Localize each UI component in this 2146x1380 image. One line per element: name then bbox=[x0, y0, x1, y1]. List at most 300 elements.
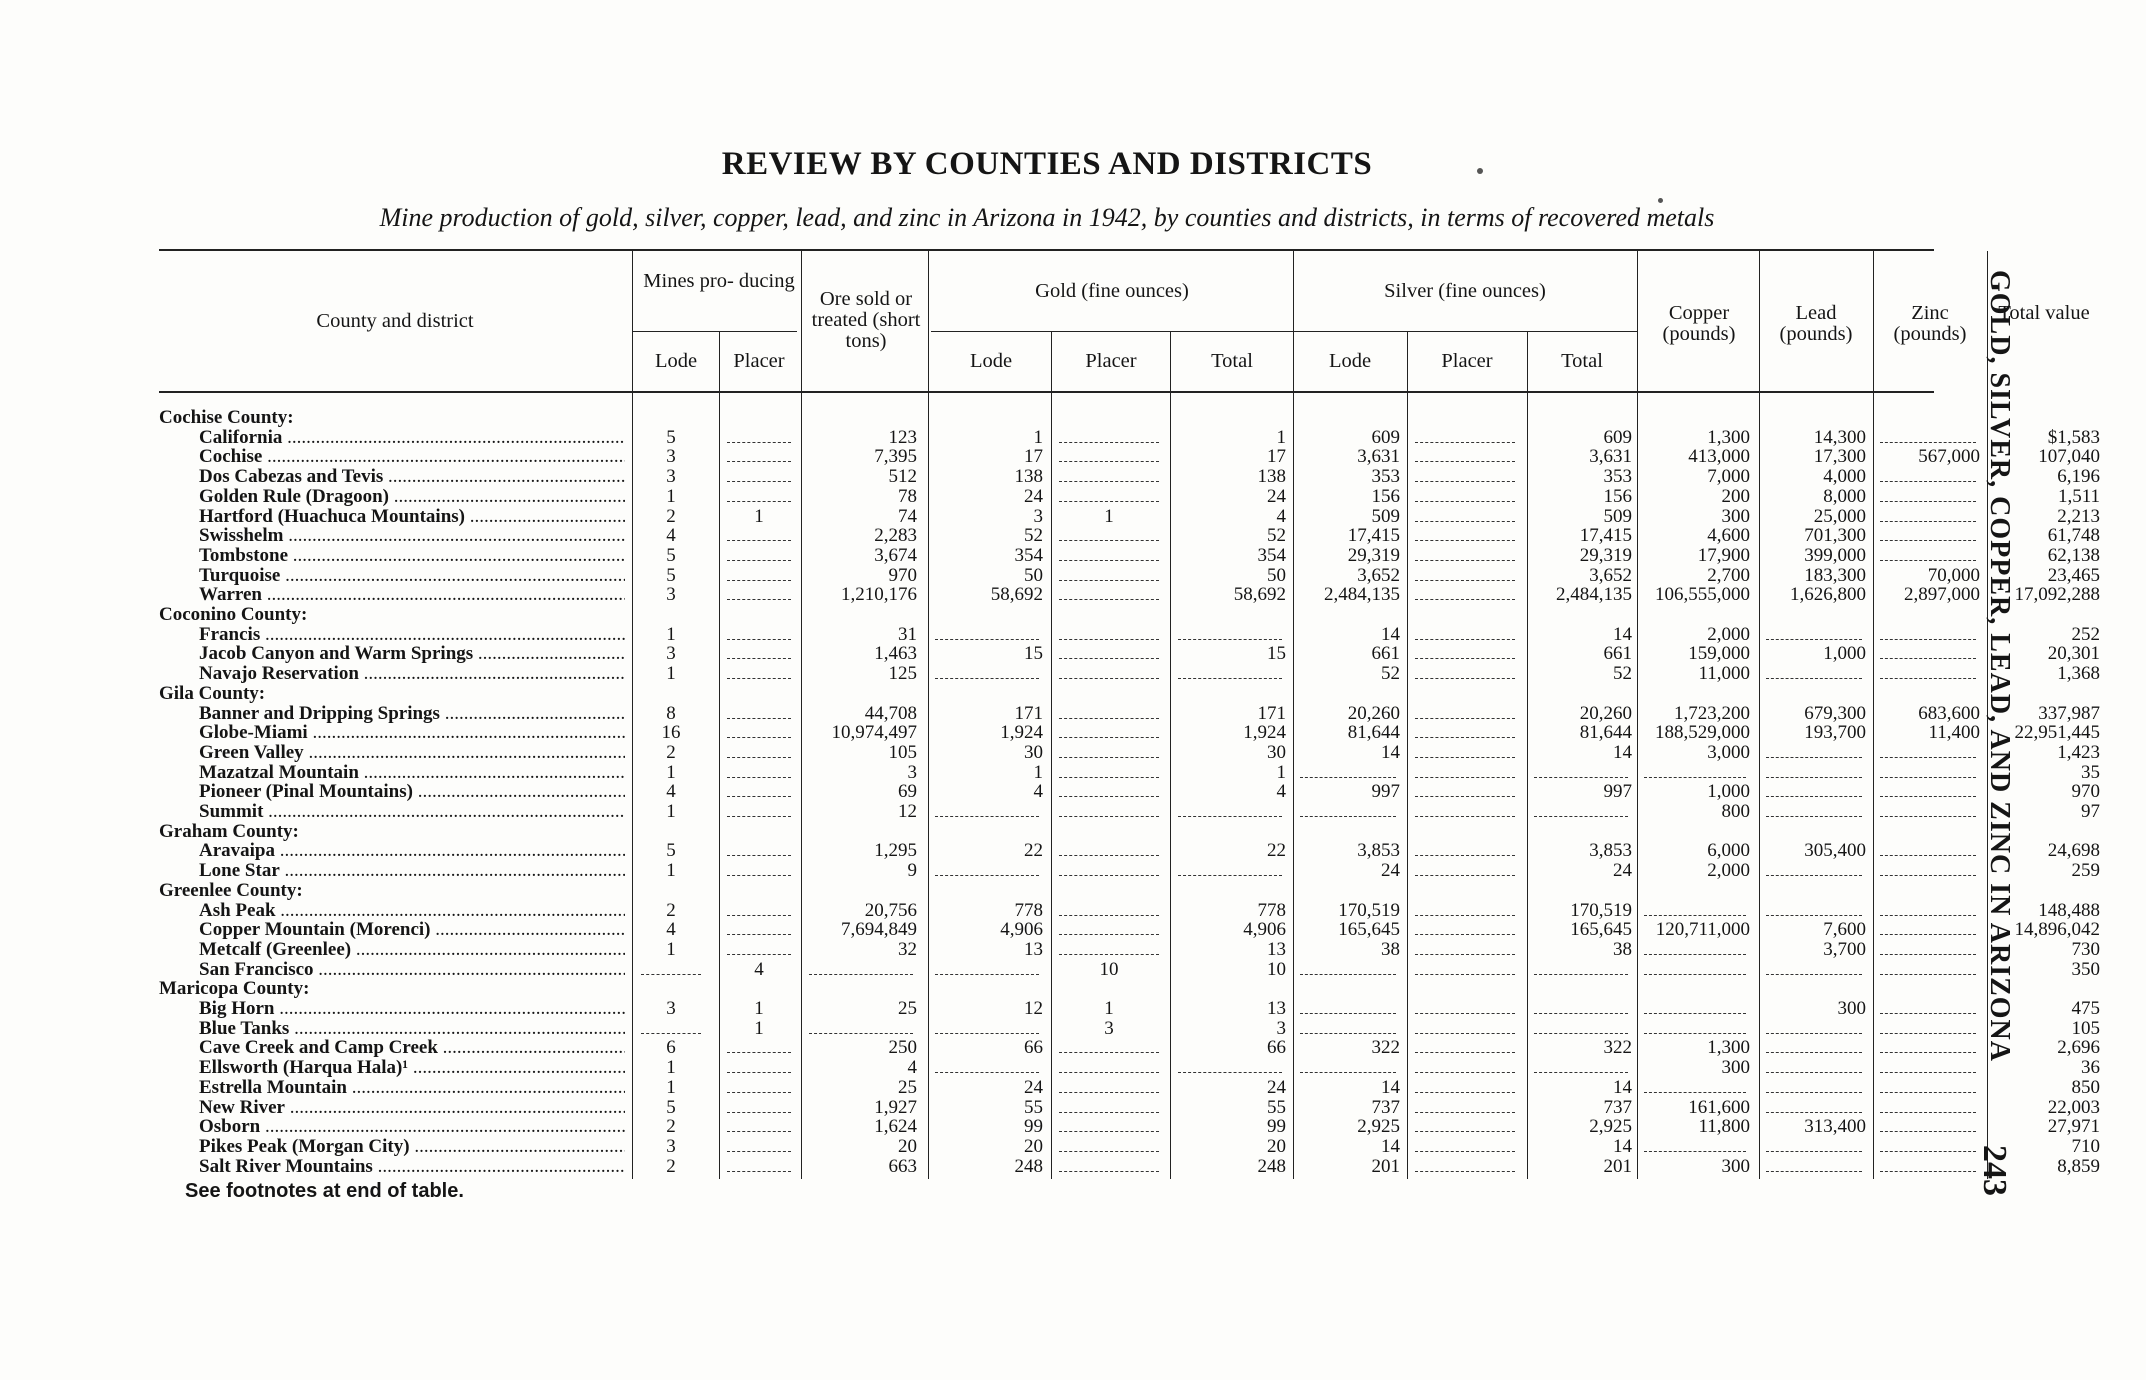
mines-lode-cell: 3 bbox=[666, 643, 676, 665]
running-head bbox=[1985, 270, 2015, 1270]
running-head-text: GOLD, SILVER, COPPER, LEAD, AND ZINC IN ARIZONA bbox=[1984, 270, 2015, 1062]
district-name: Globe-Miami ..... bbox=[199, 723, 625, 742]
mines-lode-cell: 1 bbox=[666, 663, 676, 685]
gold-total-empty bbox=[1178, 875, 1282, 876]
gold-lode-empty bbox=[935, 678, 1039, 679]
lead-empty bbox=[1766, 639, 1862, 640]
silver-placer-empty bbox=[1415, 658, 1515, 659]
district-name: Summit ..... bbox=[199, 802, 625, 821]
zinc-cell: 683,600 bbox=[1918, 702, 1980, 724]
footnote-note: See footnotes at end of table. bbox=[185, 1180, 464, 1202]
silver-lode-cell: 14 bbox=[1381, 623, 1400, 645]
district-name: Turquoise ..... bbox=[199, 566, 625, 585]
gold-total-cell: 30 bbox=[1267, 741, 1286, 763]
table-row bbox=[159, 860, 2100, 882]
table-row bbox=[159, 761, 2100, 783]
gold-total-cell: 4,906 bbox=[1243, 919, 1286, 941]
gold-rule bbox=[931, 331, 1293, 332]
copper-empty bbox=[1644, 777, 1746, 778]
silver-placer-empty bbox=[1415, 1092, 1515, 1093]
gold-placer-empty bbox=[1059, 875, 1159, 876]
table-row bbox=[159, 485, 2100, 507]
copper-cell: 2,000 bbox=[1707, 860, 1750, 882]
table-row bbox=[159, 446, 2100, 468]
total-value-cell: 730 bbox=[2071, 938, 2100, 960]
district-name: Navajo Reservation ..... bbox=[199, 664, 625, 683]
copper-cell: 800 bbox=[1721, 801, 1750, 822]
gold-lode-cell: 4,906 bbox=[1000, 919, 1043, 941]
gold-total-cell: 138 bbox=[1257, 466, 1286, 488]
zinc-empty bbox=[1880, 678, 1976, 679]
gold-total-cell: 13 bbox=[1267, 938, 1286, 960]
silver-total-empty bbox=[1534, 1033, 1628, 1034]
district-name: Jacob Canyon and Warm Springs ..... bbox=[199, 644, 625, 663]
mines-lode-cell: 5 bbox=[666, 840, 676, 862]
mines-lode-cell: 3 bbox=[666, 998, 676, 1019]
copper-cell: 6,000 bbox=[1707, 840, 1750, 862]
silver-placer-empty bbox=[1415, 678, 1515, 679]
mines-lode-cell: 4 bbox=[666, 919, 676, 941]
silver-lode-cell: 38 bbox=[1381, 938, 1400, 960]
silver-total-cell: 17,415 bbox=[1579, 525, 1632, 547]
table-row bbox=[159, 1135, 2100, 1157]
ore-tons-cell: 78 bbox=[898, 485, 917, 507]
silver-placer-empty bbox=[1415, 461, 1515, 462]
district-name: Osborn ..... bbox=[199, 1117, 625, 1136]
district-name: Tombstone ..... bbox=[199, 546, 625, 565]
silver-placer-empty bbox=[1415, 777, 1515, 778]
lead-empty bbox=[1766, 1033, 1862, 1034]
district-name: Pioneer (Pinal Mountains) ..... bbox=[199, 782, 625, 801]
header-lead: Lead (pounds) bbox=[1779, 302, 1853, 345]
total-value-cell: 22,003 bbox=[2047, 1096, 2100, 1118]
gold-total-cell: 1 bbox=[1276, 426, 1286, 448]
table-row bbox=[159, 702, 2100, 724]
silver-placer-empty bbox=[1415, 737, 1515, 738]
lead-empty bbox=[1766, 1112, 1862, 1113]
ore-tons-cell: 10,974,497 bbox=[831, 722, 917, 744]
gold-lode-cell: 30 bbox=[1024, 741, 1043, 763]
silver-total-empty bbox=[1534, 777, 1628, 778]
gold-placer-empty bbox=[1059, 777, 1159, 778]
mines-placer-empty bbox=[727, 1092, 791, 1093]
table-row bbox=[159, 1076, 2100, 1098]
copper-cell: 1,723,200 bbox=[1674, 702, 1750, 724]
mines-lode-cell: 5 bbox=[666, 426, 676, 448]
total-value-cell: 970 bbox=[2071, 781, 2100, 803]
table-row bbox=[159, 1116, 2100, 1138]
mines-placer-cell: 1 bbox=[754, 998, 764, 1019]
table-row bbox=[159, 741, 2100, 763]
mines-lode-cell: 5 bbox=[666, 564, 676, 586]
silver-lode-cell: 322 bbox=[1371, 1037, 1400, 1059]
total-value-cell: 2,213 bbox=[2057, 505, 2100, 527]
table-row bbox=[159, 781, 2100, 803]
gold-placer-empty bbox=[1059, 639, 1159, 640]
header-ore: Ore sold or treated (short tons) bbox=[811, 288, 921, 352]
total-value-cell: 62,138 bbox=[2047, 544, 2100, 566]
ore-tons-cell: 663 bbox=[888, 1155, 917, 1177]
silver-lode-cell: 509 bbox=[1371, 505, 1400, 527]
mines-placer-empty bbox=[727, 678, 791, 679]
lead-empty bbox=[1766, 1052, 1862, 1053]
gold-placer-empty bbox=[1059, 560, 1159, 561]
district-name: California ..... bbox=[199, 428, 625, 447]
zinc-empty bbox=[1880, 560, 1976, 561]
gold-total-empty bbox=[1178, 1072, 1282, 1073]
gold-lode-cell: 354 bbox=[1014, 544, 1043, 566]
lead-cell: 25,000 bbox=[1813, 505, 1866, 527]
gold-placer-empty bbox=[1059, 580, 1159, 581]
ore-tons-cell: 20 bbox=[898, 1135, 917, 1157]
mines-lode-cell: 1 bbox=[666, 623, 676, 645]
mines-placer-empty bbox=[727, 796, 791, 797]
silver-lode-cell: 201 bbox=[1371, 1155, 1400, 1177]
district-name: Swisshelm ..... bbox=[199, 526, 625, 545]
zinc-cell: 567,000 bbox=[1918, 446, 1980, 468]
gold-placer-empty bbox=[1059, 658, 1159, 659]
table-header bbox=[159, 251, 2090, 393]
ore-tons-cell: 69 bbox=[898, 781, 917, 803]
gold-total-cell: 20 bbox=[1267, 1135, 1286, 1157]
district-name: Lone Star ..... bbox=[199, 861, 625, 880]
mines-lode-cell: 8 bbox=[666, 702, 676, 724]
county-row bbox=[159, 979, 1934, 999]
district-name: Salt River Mountains ..... bbox=[199, 1157, 625, 1176]
gold-total-cell: 52 bbox=[1267, 525, 1286, 547]
total-value-cell: 14,896,042 bbox=[2014, 919, 2100, 941]
ore-tons-cell: 1,624 bbox=[874, 1116, 917, 1138]
silver-placer-empty bbox=[1415, 934, 1515, 935]
gold-placer-empty bbox=[1059, 1131, 1159, 1132]
lead-cell: 8,000 bbox=[1823, 485, 1866, 507]
zinc-empty bbox=[1880, 816, 1976, 817]
ore-tons-cell: 12 bbox=[898, 801, 917, 822]
zinc-empty bbox=[1880, 915, 1976, 916]
district-name: Dos Cabezas and Tevis ..... bbox=[199, 467, 625, 486]
table-row bbox=[159, 801, 2100, 822]
mines-lode-cell: 5 bbox=[666, 544, 676, 566]
district-name: Estrella Mountain ..... bbox=[199, 1078, 625, 1097]
zinc-empty bbox=[1880, 442, 1976, 443]
mines-placer-empty bbox=[727, 934, 791, 935]
copper-cell: 11,800 bbox=[1698, 1116, 1750, 1138]
district-name: Blue Tanks ..... bbox=[199, 1019, 625, 1038]
copper-cell: 2,700 bbox=[1707, 564, 1750, 586]
silver-total-cell: 14 bbox=[1613, 1135, 1632, 1157]
silver-total-cell: 509 bbox=[1603, 505, 1632, 527]
mines-lode-cell: 5 bbox=[666, 1096, 676, 1118]
mines-lode-cell: 1 bbox=[666, 801, 676, 822]
mines-lode-cell: 3 bbox=[666, 584, 676, 606]
gold-placer-cell: 10 bbox=[1099, 958, 1119, 980]
district-name: Golden Rule (Dragoon) ..... bbox=[199, 487, 625, 506]
gold-placer-empty bbox=[1059, 855, 1159, 856]
lead-cell: 14,300 bbox=[1813, 426, 1866, 448]
ore-tons-cell: 512 bbox=[888, 466, 917, 488]
mines-lode-cell: 1 bbox=[666, 1057, 676, 1079]
gold-total-cell: 24 bbox=[1267, 1076, 1286, 1098]
ore-tons-cell: 44,708 bbox=[864, 702, 917, 724]
mines-lode-cell: 2 bbox=[666, 899, 676, 921]
zinc-empty bbox=[1880, 1072, 1976, 1073]
total-value-cell: 710 bbox=[2071, 1135, 2100, 1157]
copper-cell: 1,000 bbox=[1707, 781, 1750, 803]
gold-lode-cell: 248 bbox=[1014, 1155, 1043, 1177]
lead-cell: 399,000 bbox=[1804, 544, 1866, 566]
county-name: Cochise County: bbox=[159, 408, 294, 427]
total-value-cell: 148,488 bbox=[2038, 899, 2100, 921]
silver-placer-empty bbox=[1415, 1072, 1515, 1073]
silver-lode-cell: 2,484,135 bbox=[1324, 584, 1400, 606]
silver-lode-cell: 997 bbox=[1371, 781, 1400, 803]
silver-placer-empty bbox=[1415, 442, 1515, 443]
copper-empty bbox=[1644, 1013, 1746, 1014]
zinc-empty bbox=[1880, 501, 1976, 502]
gold-placer-empty bbox=[1059, 678, 1159, 679]
mines-lode-empty bbox=[641, 974, 701, 975]
silver-placer-empty bbox=[1415, 1052, 1515, 1053]
silver-total-cell: 170,519 bbox=[1570, 899, 1632, 921]
lead-cell: 300 bbox=[1837, 998, 1866, 1019]
mines-lode-cell: 2 bbox=[666, 1116, 676, 1138]
lead-empty bbox=[1766, 777, 1862, 778]
gold-total-cell: 171 bbox=[1257, 702, 1286, 724]
copper-cell: 11,000 bbox=[1698, 663, 1750, 685]
copper-cell: 4,600 bbox=[1707, 525, 1750, 547]
gold-lode-empty bbox=[935, 639, 1039, 640]
gold-lode-cell: 12 bbox=[1024, 998, 1043, 1019]
lead-cell: 701,300 bbox=[1804, 525, 1866, 547]
table-caption: Mine production of gold, silver, copper, lead, and zinc in Arizona in 1942, by counties and districts, in terms of recovered metals bbox=[379, 203, 1715, 232]
silver-lode-cell: 609 bbox=[1371, 426, 1400, 448]
header-lode-mines: Lode bbox=[654, 350, 698, 372]
lead-cell: 183,300 bbox=[1804, 564, 1866, 586]
total-value-cell: 105 bbox=[2071, 1017, 2100, 1039]
silver-placer-empty bbox=[1415, 915, 1515, 916]
copper-cell: 300 bbox=[1721, 1057, 1750, 1079]
county-row bbox=[159, 684, 1934, 704]
silver-total-empty bbox=[1534, 816, 1628, 817]
gold-total-cell: 4 bbox=[1276, 505, 1286, 527]
ore-tons-cell: 2,283 bbox=[874, 525, 917, 547]
header-mines: Mines pro- ducing bbox=[643, 270, 795, 292]
mines-lode-cell: 2 bbox=[666, 741, 676, 763]
table-row bbox=[159, 564, 2100, 586]
zinc-empty bbox=[1880, 757, 1976, 758]
district-name: Cochise ..... bbox=[199, 447, 625, 466]
mines-placer-empty bbox=[727, 442, 791, 443]
lead-cell: 193,700 bbox=[1804, 722, 1866, 744]
table-row bbox=[159, 1037, 2100, 1059]
gold-placer-empty bbox=[1059, 737, 1159, 738]
silver-placer-empty bbox=[1415, 1171, 1515, 1172]
ore-tons-cell: 25 bbox=[898, 998, 917, 1019]
ore-tons-cell: 31 bbox=[898, 623, 917, 645]
silver-lode-cell: 20,260 bbox=[1347, 702, 1400, 724]
ore-tons-cell: 20,756 bbox=[864, 899, 917, 921]
copper-cell: 106,555,000 bbox=[1655, 584, 1750, 606]
silver-lode-empty bbox=[1300, 777, 1396, 778]
copper-cell: 1,300 bbox=[1707, 1037, 1750, 1059]
mines-placer-empty bbox=[727, 1171, 791, 1172]
lead-cell: 17,300 bbox=[1813, 446, 1866, 468]
silver-total-cell: 3,853 bbox=[1589, 840, 1632, 862]
mines-placer-empty bbox=[727, 658, 791, 659]
district-name: Aravaipa ..... bbox=[199, 841, 625, 860]
total-value-cell: 23,465 bbox=[2047, 564, 2100, 586]
gold-lode-cell: 778 bbox=[1014, 899, 1043, 921]
lead-cell: 4,000 bbox=[1823, 466, 1866, 488]
gold-placer-cell: 1 bbox=[1104, 998, 1114, 1019]
silver-lode-cell: 29,319 bbox=[1347, 544, 1400, 566]
zinc-empty bbox=[1880, 639, 1976, 640]
silver-total-cell: 14 bbox=[1613, 1076, 1632, 1098]
gold-lode-cell: 1 bbox=[1033, 761, 1043, 783]
lead-empty bbox=[1766, 796, 1862, 797]
ore-tons-cell: 32 bbox=[898, 938, 917, 960]
total-value-cell: 350 bbox=[2071, 958, 2100, 980]
zinc-empty bbox=[1880, 1033, 1976, 1034]
ore-tons-cell: 250 bbox=[888, 1037, 917, 1059]
copper-cell: 161,600 bbox=[1688, 1096, 1750, 1118]
mines-placer-empty bbox=[727, 954, 791, 955]
county-row bbox=[159, 605, 1934, 625]
copper-cell: 120,711,000 bbox=[1655, 919, 1750, 941]
silver-lode-cell: 165,645 bbox=[1338, 919, 1400, 941]
lead-cell: 1,000 bbox=[1823, 643, 1866, 665]
silver-placer-empty bbox=[1415, 639, 1515, 640]
zinc-empty bbox=[1880, 855, 1976, 856]
table-row bbox=[159, 623, 2100, 645]
gold-placer-empty bbox=[1059, 540, 1159, 541]
gold-total-cell: 248 bbox=[1257, 1155, 1286, 1177]
silver-total-cell: 2,484,135 bbox=[1556, 584, 1632, 606]
total-value-cell: 35 bbox=[2081, 761, 2100, 783]
copper-empty bbox=[1644, 1092, 1746, 1093]
mines-lode-cell: 2 bbox=[666, 505, 676, 527]
header-county: County and district bbox=[316, 310, 474, 332]
gold-lode-cell: 58,692 bbox=[990, 584, 1043, 606]
header-silver-lode: Lode bbox=[1328, 350, 1372, 372]
total-value-cell: 107,040 bbox=[2038, 446, 2100, 468]
copper-cell: 3,000 bbox=[1707, 741, 1750, 763]
copper-cell: 17,900 bbox=[1697, 544, 1750, 566]
district-name: Copper Mountain (Morenci) ..... bbox=[199, 920, 625, 939]
mines-placer-empty bbox=[727, 560, 791, 561]
zinc-cell: 70,000 bbox=[1927, 564, 1980, 586]
mines-placer-empty bbox=[727, 1131, 791, 1132]
zinc-cell: 2,897,000 bbox=[1904, 584, 1980, 606]
silver-placer-empty bbox=[1415, 757, 1515, 758]
silver-total-cell: 737 bbox=[1603, 1096, 1632, 1118]
table-row bbox=[159, 426, 2100, 448]
zinc-empty bbox=[1880, 1112, 1976, 1113]
total-value-cell: 259 bbox=[2071, 860, 2100, 882]
zinc-empty bbox=[1880, 875, 1976, 876]
mines-placer-empty bbox=[727, 1052, 791, 1053]
mines-placer-cell: 1 bbox=[754, 1017, 764, 1039]
lead-empty bbox=[1766, 915, 1862, 916]
lead-empty bbox=[1766, 816, 1862, 817]
mines-lode-cell: 3 bbox=[666, 466, 676, 488]
gold-total-empty bbox=[1178, 816, 1282, 817]
table-row bbox=[159, 663, 2100, 685]
ore-tons-cell: 1,295 bbox=[874, 840, 917, 862]
mines-placer-empty bbox=[727, 1112, 791, 1113]
gold-lode-cell: 138 bbox=[1014, 466, 1043, 488]
ore-tons-cell: 125 bbox=[888, 663, 917, 685]
silver-lode-cell: 170,519 bbox=[1338, 899, 1400, 921]
gold-placer-empty bbox=[1059, 718, 1159, 719]
copper-cell: 300 bbox=[1721, 1155, 1750, 1177]
gold-total-cell: 66 bbox=[1267, 1037, 1286, 1059]
gold-total-cell: 22 bbox=[1267, 840, 1286, 862]
header-gold-placer: Placer bbox=[1085, 350, 1137, 372]
silver-total-cell: 165,645 bbox=[1570, 919, 1632, 941]
gold-placer-cell: 1 bbox=[1104, 505, 1114, 527]
header-total-value: Total value bbox=[1998, 302, 2090, 324]
gold-lode-empty bbox=[935, 816, 1039, 817]
silver-lode-cell: 3,652 bbox=[1357, 564, 1400, 586]
gold-lode-cell: 15 bbox=[1024, 643, 1043, 665]
copper-empty bbox=[1644, 1033, 1746, 1034]
gold-lode-cell: 99 bbox=[1024, 1116, 1043, 1138]
district-name: Mazatzal Mountain ..... bbox=[199, 763, 625, 782]
copper-cell: 159,000 bbox=[1688, 643, 1750, 665]
zinc-empty bbox=[1880, 481, 1976, 482]
silver-placer-empty bbox=[1415, 954, 1515, 955]
district-name: Ellsworth (Harqua Hala)¹ ..... bbox=[199, 1058, 625, 1077]
county-name: Coconino County: bbox=[159, 605, 308, 624]
silver-lode-empty bbox=[1300, 1072, 1396, 1073]
gold-lode-cell: 52 bbox=[1024, 525, 1043, 547]
gold-lode-cell: 50 bbox=[1024, 564, 1043, 586]
silver-placer-empty bbox=[1415, 481, 1515, 482]
mines-lode-cell: 2 bbox=[666, 1155, 676, 1177]
gold-total-cell: 58,692 bbox=[1233, 584, 1286, 606]
ore-tons-empty bbox=[809, 974, 913, 975]
copper-cell: 2,000 bbox=[1707, 623, 1750, 645]
gold-total-cell: 10 bbox=[1267, 958, 1286, 980]
gold-total-cell: 1,924 bbox=[1243, 722, 1286, 744]
copper-cell: 300 bbox=[1721, 505, 1750, 527]
district-name: Warren ..... bbox=[199, 585, 625, 604]
zinc-empty bbox=[1880, 521, 1976, 522]
gold-lode-cell: 3 bbox=[1033, 505, 1043, 527]
lead-cell: 1,626,800 bbox=[1790, 584, 1866, 606]
zinc-empty bbox=[1880, 1131, 1976, 1132]
total-value-cell: 20,301 bbox=[2047, 643, 2100, 665]
silver-placer-empty bbox=[1415, 1151, 1515, 1152]
silver-total-cell: 322 bbox=[1603, 1037, 1632, 1059]
ore-tons-cell: 7,694,849 bbox=[841, 919, 917, 941]
mines-placer-empty bbox=[727, 580, 791, 581]
silver-placer-empty bbox=[1415, 875, 1515, 876]
zinc-empty bbox=[1880, 796, 1976, 797]
silver-placer-empty bbox=[1415, 974, 1515, 975]
gold-lode-empty bbox=[935, 1072, 1039, 1073]
gold-lode-cell: 24 bbox=[1024, 1076, 1043, 1098]
mines-rule bbox=[633, 331, 797, 332]
gold-total-cell: 4 bbox=[1276, 781, 1286, 803]
mines-placer-empty bbox=[727, 816, 791, 817]
silver-rule bbox=[1293, 331, 1637, 332]
silver-total-cell: 997 bbox=[1603, 781, 1632, 803]
silver-total-cell: 29,319 bbox=[1579, 544, 1632, 566]
zinc-empty bbox=[1880, 540, 1976, 541]
district-name: New River ..... bbox=[199, 1098, 625, 1117]
